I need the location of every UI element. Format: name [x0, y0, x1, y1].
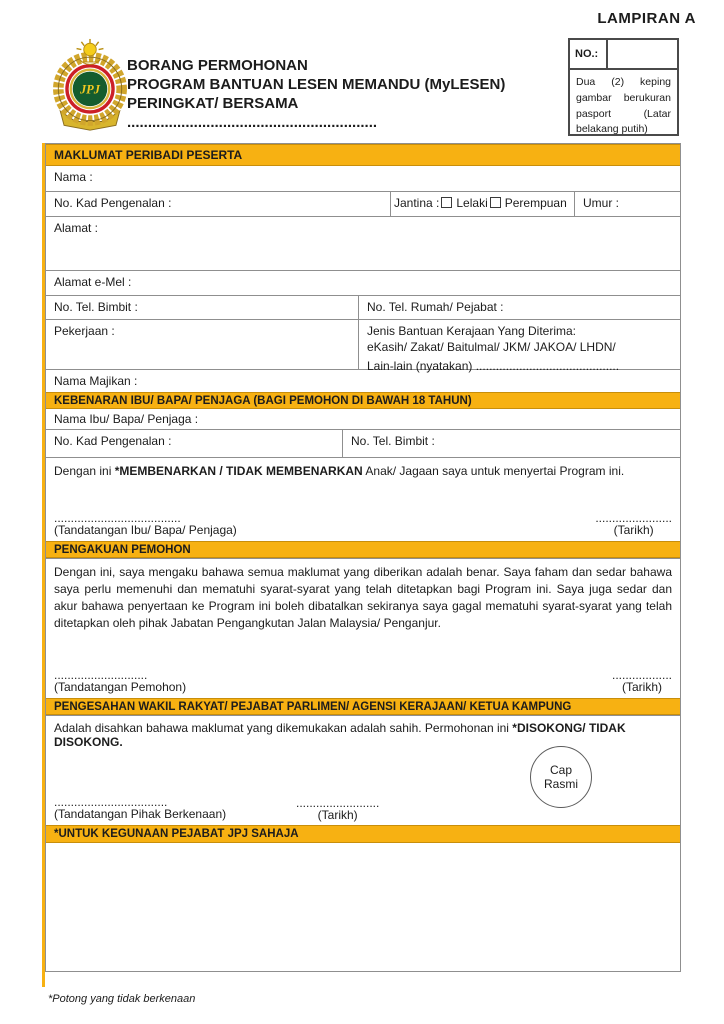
declaration-cell	[46, 558, 680, 698]
tel-rumah-field	[358, 296, 680, 319]
bimbit-label: No. Tel. Bimbit :	[54, 300, 138, 314]
rumah-label: No. Tel. Rumah/ Pejabat :	[367, 300, 504, 314]
email-label: Alamat e-Mel :	[54, 275, 132, 289]
kad-pengenalan-field	[46, 192, 390, 216]
umur-label: Umur :	[583, 196, 619, 210]
consent-date-label: (Tarikh)	[613, 523, 654, 537]
nama-label: Nama :	[54, 170, 93, 184]
declaration-date-dots: ..................	[611, 668, 672, 682]
declaration-signature-block	[54, 668, 187, 695]
endorsement-cell	[46, 715, 680, 825]
section-endorsement-header: PENGESAHAN WAKIL RAKYAT/ PEJABAT PARLIMEN/ AGENSI KERAJAAN/ KETUA KAMPUNG	[46, 698, 680, 715]
declaration-signature-dots: ............................	[54, 668, 148, 682]
lampiran-label: LAMPIRAN A	[597, 10, 696, 27]
stamp-line-2: Rasmi	[543, 777, 578, 791]
declaration-date-block	[611, 668, 672, 695]
field-row-kad-jantina-umur	[46, 191, 680, 216]
field-row-kad-bimbit-penjaga	[46, 429, 680, 457]
consent-signature-block	[54, 511, 237, 538]
endorsement-signature-block	[54, 795, 227, 822]
bimbit-penjaga-field	[342, 430, 680, 457]
jantina-label: Jantina :	[394, 196, 440, 210]
passport-photo-box	[568, 38, 679, 136]
endorsement-date-label: (Tarikh)	[317, 808, 358, 822]
pekerjaan-field	[46, 320, 358, 369]
endorsement-statement	[46, 716, 680, 755]
section-personal-header: MAKLUMAT PERIBADI PESERTA	[46, 144, 680, 166]
perempuan-checkbox[interactable]	[490, 197, 501, 208]
endorsement-statement-prefix: Adalah disahkan bahawa maklumat yang dikemukakan adalah sahih. Permohonan ini	[54, 721, 513, 735]
consent-date-dots: .......................	[595, 511, 672, 525]
endorsement-statement-bold: *DISOKONG/ TIDAK DISOKONG.	[54, 721, 626, 749]
declaration-signature-label: (Tandatangan Pemohon)	[54, 680, 187, 694]
field-row-email	[46, 270, 680, 295]
lelaki-label: Lelaki	[456, 196, 488, 210]
section-declaration-header: PENGAKUAN PEMOHON	[46, 541, 680, 558]
declaration-signature-row	[54, 668, 672, 695]
jpj-crest-icon	[46, 38, 134, 134]
title-line-3: PERINGKAT/ BERSAMA ............................................................	[127, 95, 378, 131]
footer-note: *Potong yang tidak berkenaan	[48, 993, 196, 1005]
kad-label: No. Kad Pengenalan :	[54, 196, 172, 210]
application-number-cell	[570, 40, 677, 70]
stamp-line-1: Cap	[549, 762, 572, 777]
umur-field	[574, 192, 680, 216]
form-title	[127, 56, 547, 132]
field-row-nama-penjaga	[46, 409, 680, 429]
consent-statement-suffix: Anak/ Jagaan saya untuk menyertai Program ini.	[362, 464, 625, 478]
office-use-empty-cell	[46, 843, 680, 971]
kad-penjaga-field	[46, 430, 342, 457]
no-cell-divider	[606, 40, 608, 68]
section-consent-header: KEBENARAN IBU/ BAPA/ PENJAGA (BAGI PEMOHON DI BAWAH 18 TAHUN)	[46, 392, 680, 409]
kad-penjaga-label: No. Kad Pengenalan :	[54, 434, 172, 448]
no-label: NO.:	[575, 48, 599, 60]
consent-signature-row	[54, 511, 672, 538]
consent-signature-dots: ......................................	[54, 511, 181, 525]
title-line-1: BORANG PERMOHONAN	[127, 57, 308, 74]
consent-statement	[46, 458, 680, 484]
lelaki-checkbox[interactable]	[441, 197, 452, 208]
jantina-field	[390, 192, 574, 216]
endorsement-date-dots: .........................	[296, 796, 380, 810]
form-table	[45, 143, 681, 972]
tel-bimbit-field	[46, 296, 358, 319]
section-office-header: *UNTUK KEGUNAAN PEJABAT JPJ SAHAJA	[46, 825, 680, 843]
consent-statement-prefix: Dengan ini	[54, 464, 115, 478]
title-line-2: PROGRAM BANTUAN LESEN MEMANDU (MyLESEN)	[127, 76, 506, 93]
pekerjaan-label: Pekerjaan :	[54, 324, 115, 338]
bantuan-line-2: eKasih/ Zakat/ Baitulmal/ JKM/ JAKOA/ LHDN/	[367, 339, 616, 354]
declaration-paragraph: Dengan ini, saya mengaku bahawa semua maklumat yang diberikan adalah benar. Saya faham dan sedar bahawa saya perlu memenuhi dan mematuhi syarat-syarat yang telah ditetapkan bagi Program ini. Saya juga sedar dan akur bahawa penyertaan ke Program ini boleh dibatalkan sekiranya saya gagal mematuhi syarat-syarat yang telah ditetapkan oleh pihak Jabatan Pengangkutan Jalan Malaysia/ Penganjur.	[54, 565, 672, 631]
nama-penjaga-label: Nama Ibu/ Bapa/ Penjaga :	[54, 412, 199, 426]
consent-date-block	[595, 511, 672, 538]
endorsement-signature-dots: ..................................	[54, 795, 168, 809]
bantuan-line-1: Jenis Bantuan Kerajaan Yang Diterima:	[367, 324, 577, 338]
consent-signature-label: (Tandatangan Ibu/ Bapa/ Penjaga)	[54, 523, 237, 537]
field-row-telefon	[46, 295, 680, 319]
photo-instruction: Dua (2) keping gambar berukuran pasport (Latar belakang putih)	[576, 76, 671, 136]
alamat-label: Alamat :	[54, 221, 99, 235]
field-row-alamat	[46, 216, 680, 270]
jpj-logo-text: JPJ	[79, 82, 101, 97]
endorsement-signature-label: (Tandatangan Pihak Berkenaan)	[54, 807, 227, 821]
bimbit-penjaga-label: No. Tel. Bimbit :	[351, 434, 435, 448]
bantuan-line-3: Lain-lain (nyatakan) ...........................................	[367, 359, 620, 374]
perempuan-label: Perempuan	[504, 196, 567, 210]
majikan-label: Nama Majikan :	[54, 374, 138, 388]
field-row-pekerjaan-bantuan	[46, 319, 680, 374]
consent-statement-cell	[46, 457, 680, 541]
consent-statement-bold: *MEMBENARKAN / TIDAK MEMBENARKAN	[114, 464, 363, 478]
bantuan-field	[358, 320, 680, 374]
declaration-date-label: (Tarikh)	[621, 680, 662, 694]
endorsement-date-block	[296, 796, 380, 822]
field-row-nama	[46, 166, 680, 191]
